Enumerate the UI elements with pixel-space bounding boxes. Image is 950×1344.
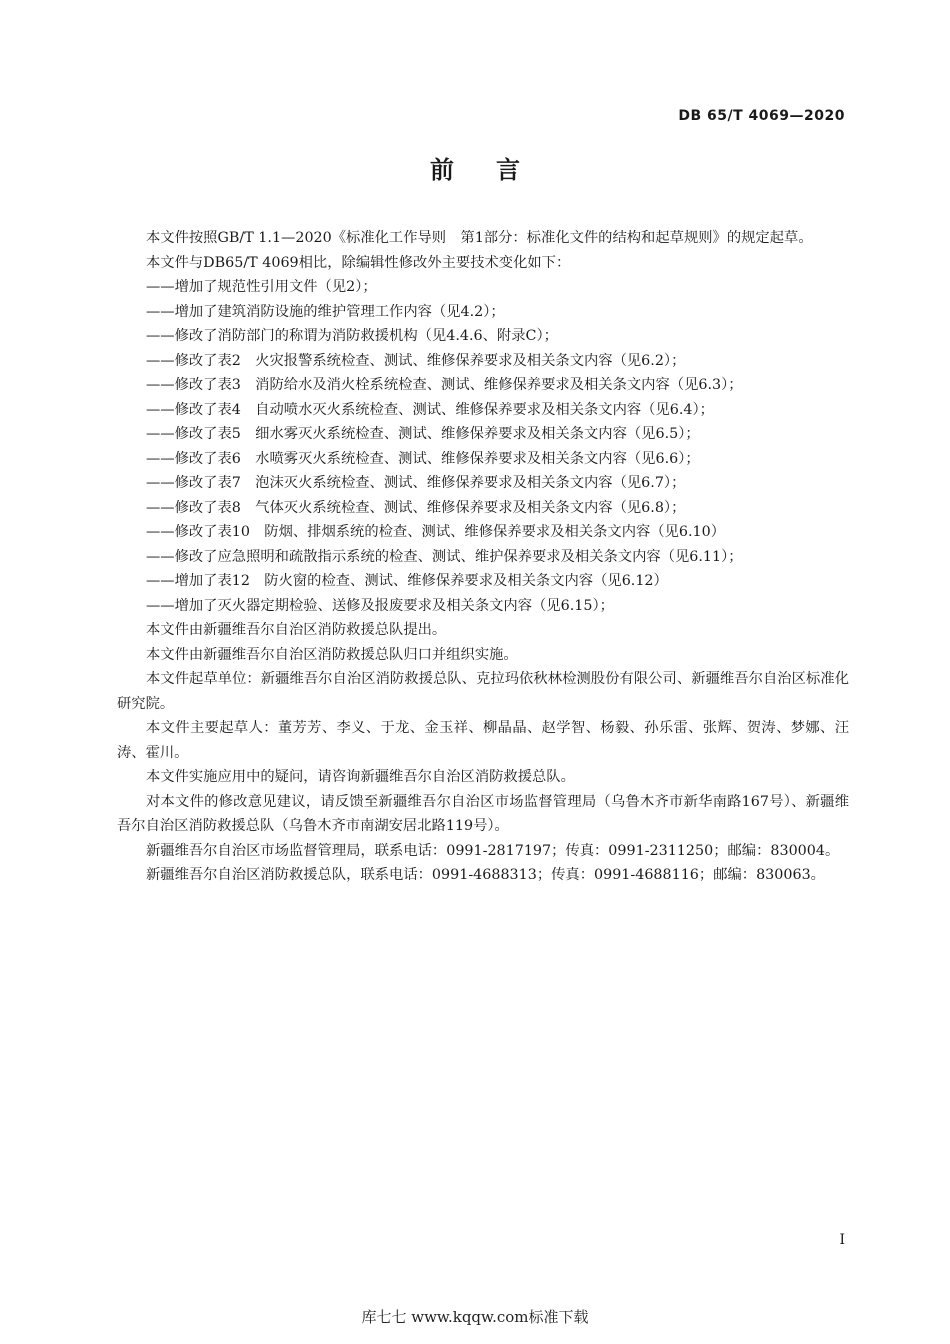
- change-item: ——修改了表7 泡沫灭火系统检查、测试、维修保养要求及相关条文内容（见6.7）；: [146, 475, 686, 491]
- change-item: ——修改了表10 防烟、排烟系统的检查、测试、维修保养要求及相关条文内容（见6.10）: [146, 524, 726, 540]
- contact-line-market-regulation: 新疆维吾尔自治区市场监督管理局，联系电话：0991-2817197；传真：0991-2311250；邮编：830004。: [146, 842, 840, 859]
- paragraph-drafting-units: 本文件起草单位：新疆维吾尔自治区消防救援总队、克拉玛依秋林检测股份有限公司、新疆维吾尔自治区标准化研究院。: [117, 671, 849, 712]
- change-item: ——修改了应急照明和疏散指示系统的检查、测试、维护保养要求及相关条文内容（见6.11）；: [146, 548, 743, 565]
- change-item: ——修改了表5 细水雾灭火系统检查、测试、维修保养要求及相关条文内容（见6.5）；: [146, 426, 700, 442]
- change-item: ——增加了规范性引用文件（见2）；: [146, 279, 377, 295]
- change-item: ——修改了表2 火灾报警系统检查、测试、维修保养要求及相关条文内容（见6.2）；: [146, 352, 686, 369]
- change-item: ——增加了建筑消防设施的维护管理工作内容（见4.2）；: [146, 303, 505, 320]
- paragraph-changes-intro: 本文件与DB65/T 4069相比，除编辑性修改外主要技术变化如下：: [146, 254, 571, 271]
- page-title: 前言: [430, 156, 562, 184]
- document-code: DB 65/T 4069—2020: [678, 108, 845, 124]
- change-item: ——修改了表3 消防给水及消火栓系统检查、测试、维修保养要求及相关条文内容（见6.3）；: [146, 377, 743, 393]
- change-item: ——修改了表6 水喷雾灭火系统检查、测试、维修保养要求及相关条文内容（见6.6）；: [146, 450, 700, 467]
- paragraph-drafters: 本文件主要起草人：董芳芳、李义、于龙、金玉祥、柳晶晶、赵学智、杨毅、孙乐雷、张辉、贺涛、梦娜、汪涛、霍川。: [117, 720, 849, 761]
- change-item: ——修改了表4 自动喷水灭火系统检查、测试、维修保养要求及相关条文内容（见6.4）；: [146, 401, 714, 418]
- paragraph-administrator: 本文件由新疆维吾尔自治区消防救援总队归口并组织实施。: [146, 646, 518, 663]
- change-item: ——修改了消防部门的称谓为消防救援机构（见4.4.6、附录C）；: [146, 328, 558, 344]
- paragraph-proposer: 本文件由新疆维吾尔自治区消防救援总队提出。: [146, 622, 447, 638]
- change-item: ——修改了表8 气体灭火系统检查、测试、维修保养要求及相关条文内容（见6.8）；: [146, 499, 686, 516]
- preface-body: [117, 226, 849, 888]
- paragraph-inquiry: 本文件实施应用中的疑问，请咨询新疆维吾尔自治区消防救援总队。: [146, 769, 575, 785]
- download-watermark: 库七七 www.kqqw.com标准下载: [361, 1308, 589, 1326]
- page-number: I: [839, 1232, 845, 1248]
- paragraph-drafting-rules: 本文件按照GB/T 1.1—2020《标准化工作导则 第1部分：标准化文件的结构和起草规则》的规定起草。: [146, 230, 813, 246]
- change-item: ——增加了灭火器定期检验、送修及报废要求及相关条文内容（见6.15）；: [146, 597, 614, 614]
- paragraph-feedback: 对本文件的修改意见建议，请反馈至新疆维吾尔自治区市场监督管理局（乌鲁木齐市新华南路167号）、新疆维吾尔自治区消防救援总队（乌鲁木齐市南湖安居北路119号）。: [117, 793, 849, 834]
- contact-line-fire-rescue: 新疆维吾尔自治区消防救援总队，联系电话：0991-4688313；传真：0991-4688116；邮编：830063。: [146, 867, 825, 883]
- change-item: ——增加了表12 防火窗的检查、测试、维修保养要求及相关条文内容（见6.12）: [146, 573, 668, 589]
